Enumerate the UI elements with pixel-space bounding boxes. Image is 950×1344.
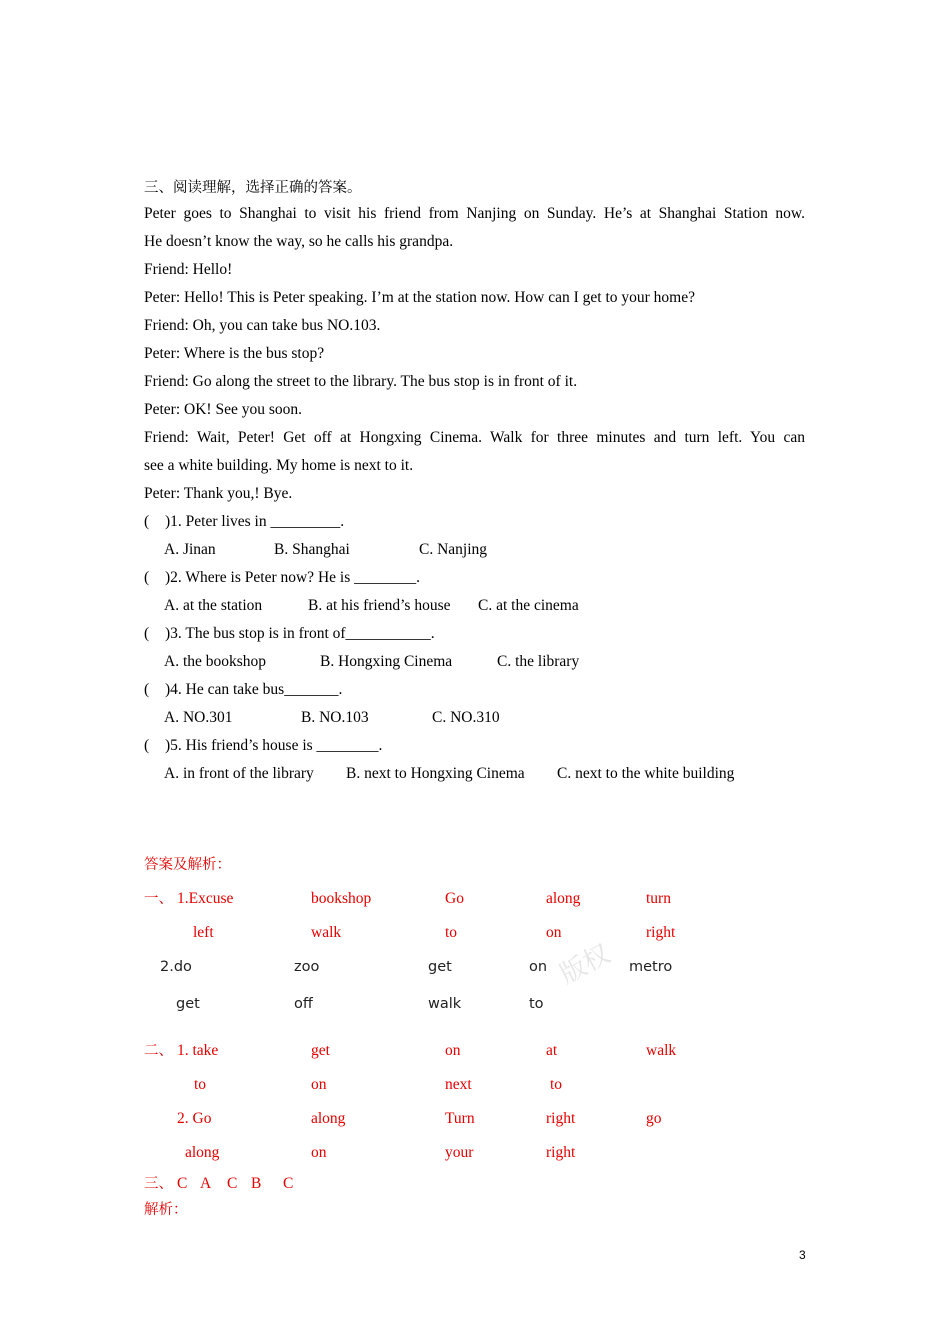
question-text: )2. Where is Peter now? He is ________. [165, 569, 420, 586]
part-label: 二、 [144, 1043, 173, 1059]
option: A. Jinan [164, 541, 216, 558]
scanned-answer-word: on [529, 959, 548, 975]
answer-word: next [445, 1076, 472, 1093]
passage-line: Peter goes to Shanghai to visit his friend from Nanjing on Sunday. He’s at Shanghai Station now. [144, 205, 805, 222]
question-text: )3. The bus stop is in front of___________. [165, 625, 435, 642]
answer-word: at [546, 1042, 558, 1059]
passage-line: Peter: OK! See you soon. [144, 401, 302, 418]
passage-line: see a white building. My home is next to it. [144, 457, 414, 474]
answer-word: to [194, 1076, 207, 1093]
passage-line: He doesn’t know the way, so he calls his grandpa. [144, 233, 454, 250]
scanned-answer-word: 2.do [160, 959, 192, 975]
answer-word: 2. Go [177, 1110, 212, 1127]
answer-letter: A [200, 1175, 212, 1192]
part-label: 三、 [144, 1176, 173, 1192]
question-text: )4. He can take bus_______. [165, 681, 343, 698]
question-paren: ( [144, 737, 150, 754]
watermark: 版权 [555, 939, 616, 991]
passage-line: Friend: Go along the street to the library. The bus stop is in front of it. [144, 373, 578, 390]
question-text: )5. His friend’s house is ________. [165, 737, 383, 754]
answer-word: go [646, 1110, 662, 1127]
answer-word: to [550, 1076, 563, 1093]
option: B. Shanghai [274, 541, 350, 558]
answer-word: 1. take [177, 1042, 219, 1059]
answer-word: on [445, 1042, 461, 1059]
answer-word: get [311, 1042, 330, 1059]
option: B. at his friend’s house [308, 597, 451, 614]
question-paren: ( [144, 681, 150, 698]
passage-line: Peter: Where is the bus stop? [144, 345, 325, 362]
answer-word: on [311, 1076, 327, 1093]
question-paren: ( [144, 513, 150, 530]
option: C. next to the white building [557, 765, 735, 782]
passage-line: Friend: Wait, Peter! Get off at Hongxing Cinema. Walk for three minutes and turn left. You can [144, 429, 805, 446]
option: C. NO.310 [432, 709, 500, 726]
question-text: )1. Peter lives in _________. [165, 513, 345, 530]
part-label: 一、 [144, 891, 173, 907]
answer-word: 1.Excuse [177, 890, 234, 907]
option: A. at the station [164, 597, 263, 614]
option: A. in front of the library [164, 765, 314, 782]
scanned-answer-word: zoo [294, 959, 320, 975]
answer-word: along [311, 1110, 346, 1127]
answer-word: right [546, 1110, 576, 1127]
answer-word: on [311, 1144, 327, 1161]
answer-letter: C [227, 1175, 238, 1192]
option: C. the library [497, 653, 580, 670]
answer-word: on [546, 924, 562, 941]
scanned-answer-word: metro [629, 959, 673, 975]
answer-word: turn [646, 890, 671, 907]
answer-letter: C [283, 1175, 294, 1192]
answer-letter: C [177, 1175, 188, 1192]
passage-line: Peter: Thank you,! Bye. [144, 485, 293, 502]
answers-heading: 答案及解析： [144, 857, 231, 873]
scanned-answer-word: to [529, 996, 544, 1012]
section-title: 三、阅读理解，选择正确的答案。 [144, 180, 362, 196]
option: C. at the cinema [478, 597, 579, 614]
option: B. NO.103 [301, 709, 369, 726]
option: B. Hongxing Cinema [320, 653, 453, 670]
answer-word: to [445, 924, 458, 941]
scanned-answer-word: get [428, 959, 452, 975]
answer-word: along [546, 890, 581, 907]
passage-line: Friend: Oh, you can take bus NO.103. [144, 317, 381, 334]
answer-letter: B [251, 1175, 262, 1192]
answer-word: your [445, 1144, 474, 1161]
answer-word: right [546, 1144, 576, 1161]
option: B. next to Hongxing Cinema [346, 765, 525, 782]
scanned-answer-word: walk [428, 996, 462, 1012]
option: A. NO.301 [164, 709, 233, 726]
question-paren: ( [144, 625, 150, 642]
answer-word: Turn [445, 1110, 475, 1127]
answer-word: right [646, 924, 676, 941]
page-number: 3 [799, 1248, 806, 1262]
answer-word: along [185, 1144, 220, 1161]
answer-word: left [193, 924, 214, 941]
answer-word: Go [445, 890, 464, 907]
option: C. Nanjing [419, 541, 488, 558]
passage-line: Peter: Hello! This is Peter speaking. I’m at the station now. How can I get to your home? [144, 289, 695, 306]
question-paren: ( [144, 569, 150, 586]
answer-word: bookshop [311, 890, 372, 907]
option: A. the bookshop [164, 653, 267, 670]
answer-word: walk [646, 1042, 677, 1059]
scanned-answer-word: get [176, 996, 200, 1012]
scanned-answer-word: off [294, 996, 313, 1012]
passage-line: Friend: Hello! [144, 261, 233, 278]
answer-word: walk [311, 924, 342, 941]
analysis-label: 解析： [144, 1202, 188, 1218]
